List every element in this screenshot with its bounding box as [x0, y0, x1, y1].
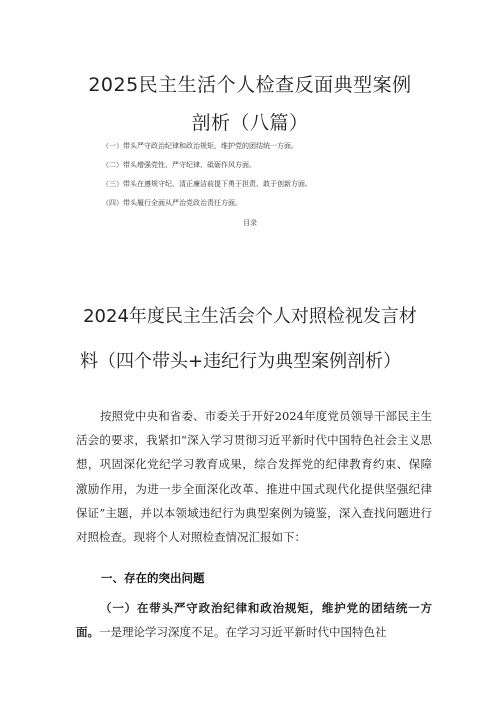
subsection-text: 一是理论学习深度不足。在学习习近平新时代中国特色社	[99, 625, 387, 639]
article-title-line2: 料（四个带头+违纪行为典型案例剖析）	[80, 351, 402, 372]
subsection-paragraph	[76, 596, 432, 644]
toc-item-1[interactable]: （一）带头严守政治纪律和政治规矩，维护党的团结统一方面。	[102, 142, 298, 150]
toc-label: 目录	[243, 219, 257, 227]
subsection-lead: （一）在带头严守政治纪律和政治规矩，维护党的团结统一方面。	[76, 601, 432, 639]
document-title-line1: 2025民主生活个人检查反面典型案例	[88, 74, 412, 96]
intro-paragraph: 按照党中央和省委、市委关于开好2024年度党员领导干部民主生活会的要求，我紧扣“深入学习贯彻习近平新时代中国特色社会主义思想，巩固深化党纪学习教育成果，综合发挥党的纪律教育约束、保障激励作用，为进一步全面深化改革、推进中国式现代化提供坚强纪律保证”主题，并以本领域违纪行为典型案例为镜鉴，深入查找问题进行对照检查。现将个人对照检查情况汇报如下：	[76, 409, 432, 545]
article-title-line1: 2024年度民主生活会个人对照检视发言材	[83, 306, 417, 327]
toc-item-2[interactable]: （二）带头增强党性、严守纪律、砥砺作风方面。	[102, 161, 256, 169]
document-title-line2: 剖析（八篇）	[191, 112, 309, 134]
table-of-contents	[102, 137, 422, 213]
section-heading: 一、存在的突出问题	[101, 571, 205, 585]
toc-item-3[interactable]: （三）带头在遵规守纪、清正廉洁前提下勇于担责、敢于创新方面。	[102, 180, 312, 188]
toc-item-4[interactable]: （四）带头履行全面从严治党政治责任方面。	[102, 199, 242, 207]
